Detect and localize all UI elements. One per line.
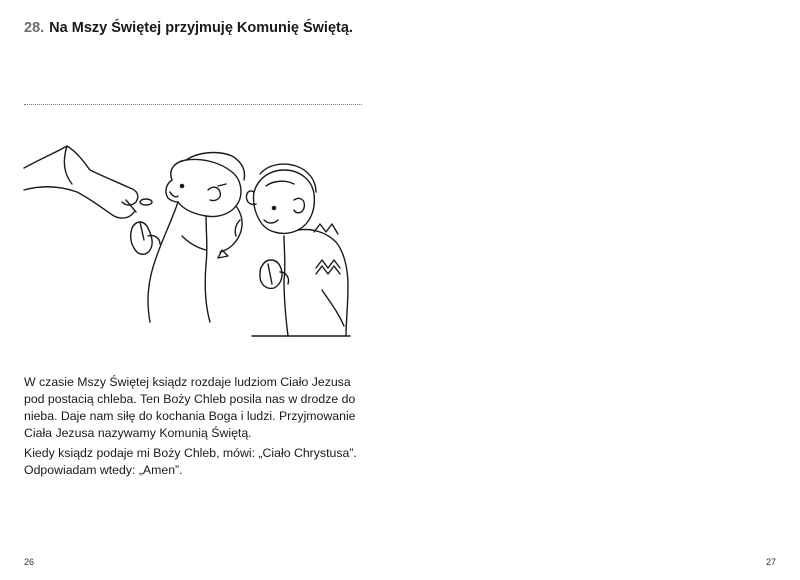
page-number-left: 26 <box>24 557 35 567</box>
paragraph-description: W czasie Mszy Świętej ksiądz rozdaje ludziom Ciało Jezusa pod postacią chleba. Ten Boży Chleb posila nas w drodze do nieba. Daje nam siłę do kochania Boga i ludzi. Przyjmowanie Ciała Jezusa nazywamy Komunią Świętą. <box>24 375 356 440</box>
communion-illustration <box>22 140 352 340</box>
page-heading <box>24 20 353 36</box>
exercise-number: 28. <box>24 20 45 36</box>
paragraph-response: Kiedy ksiądz podaje mi Boży Chleb, mówi: „Ciało Chrystusa”. Odpowiadam wtedy: „Amen”. <box>24 446 357 477</box>
dotted-writing-line[interactable] <box>24 104 362 105</box>
exercise-title: Na Mszy Świętej przyjmuję Komunię Świętą. <box>49 20 353 36</box>
page-number-right: 27 <box>765 557 776 567</box>
